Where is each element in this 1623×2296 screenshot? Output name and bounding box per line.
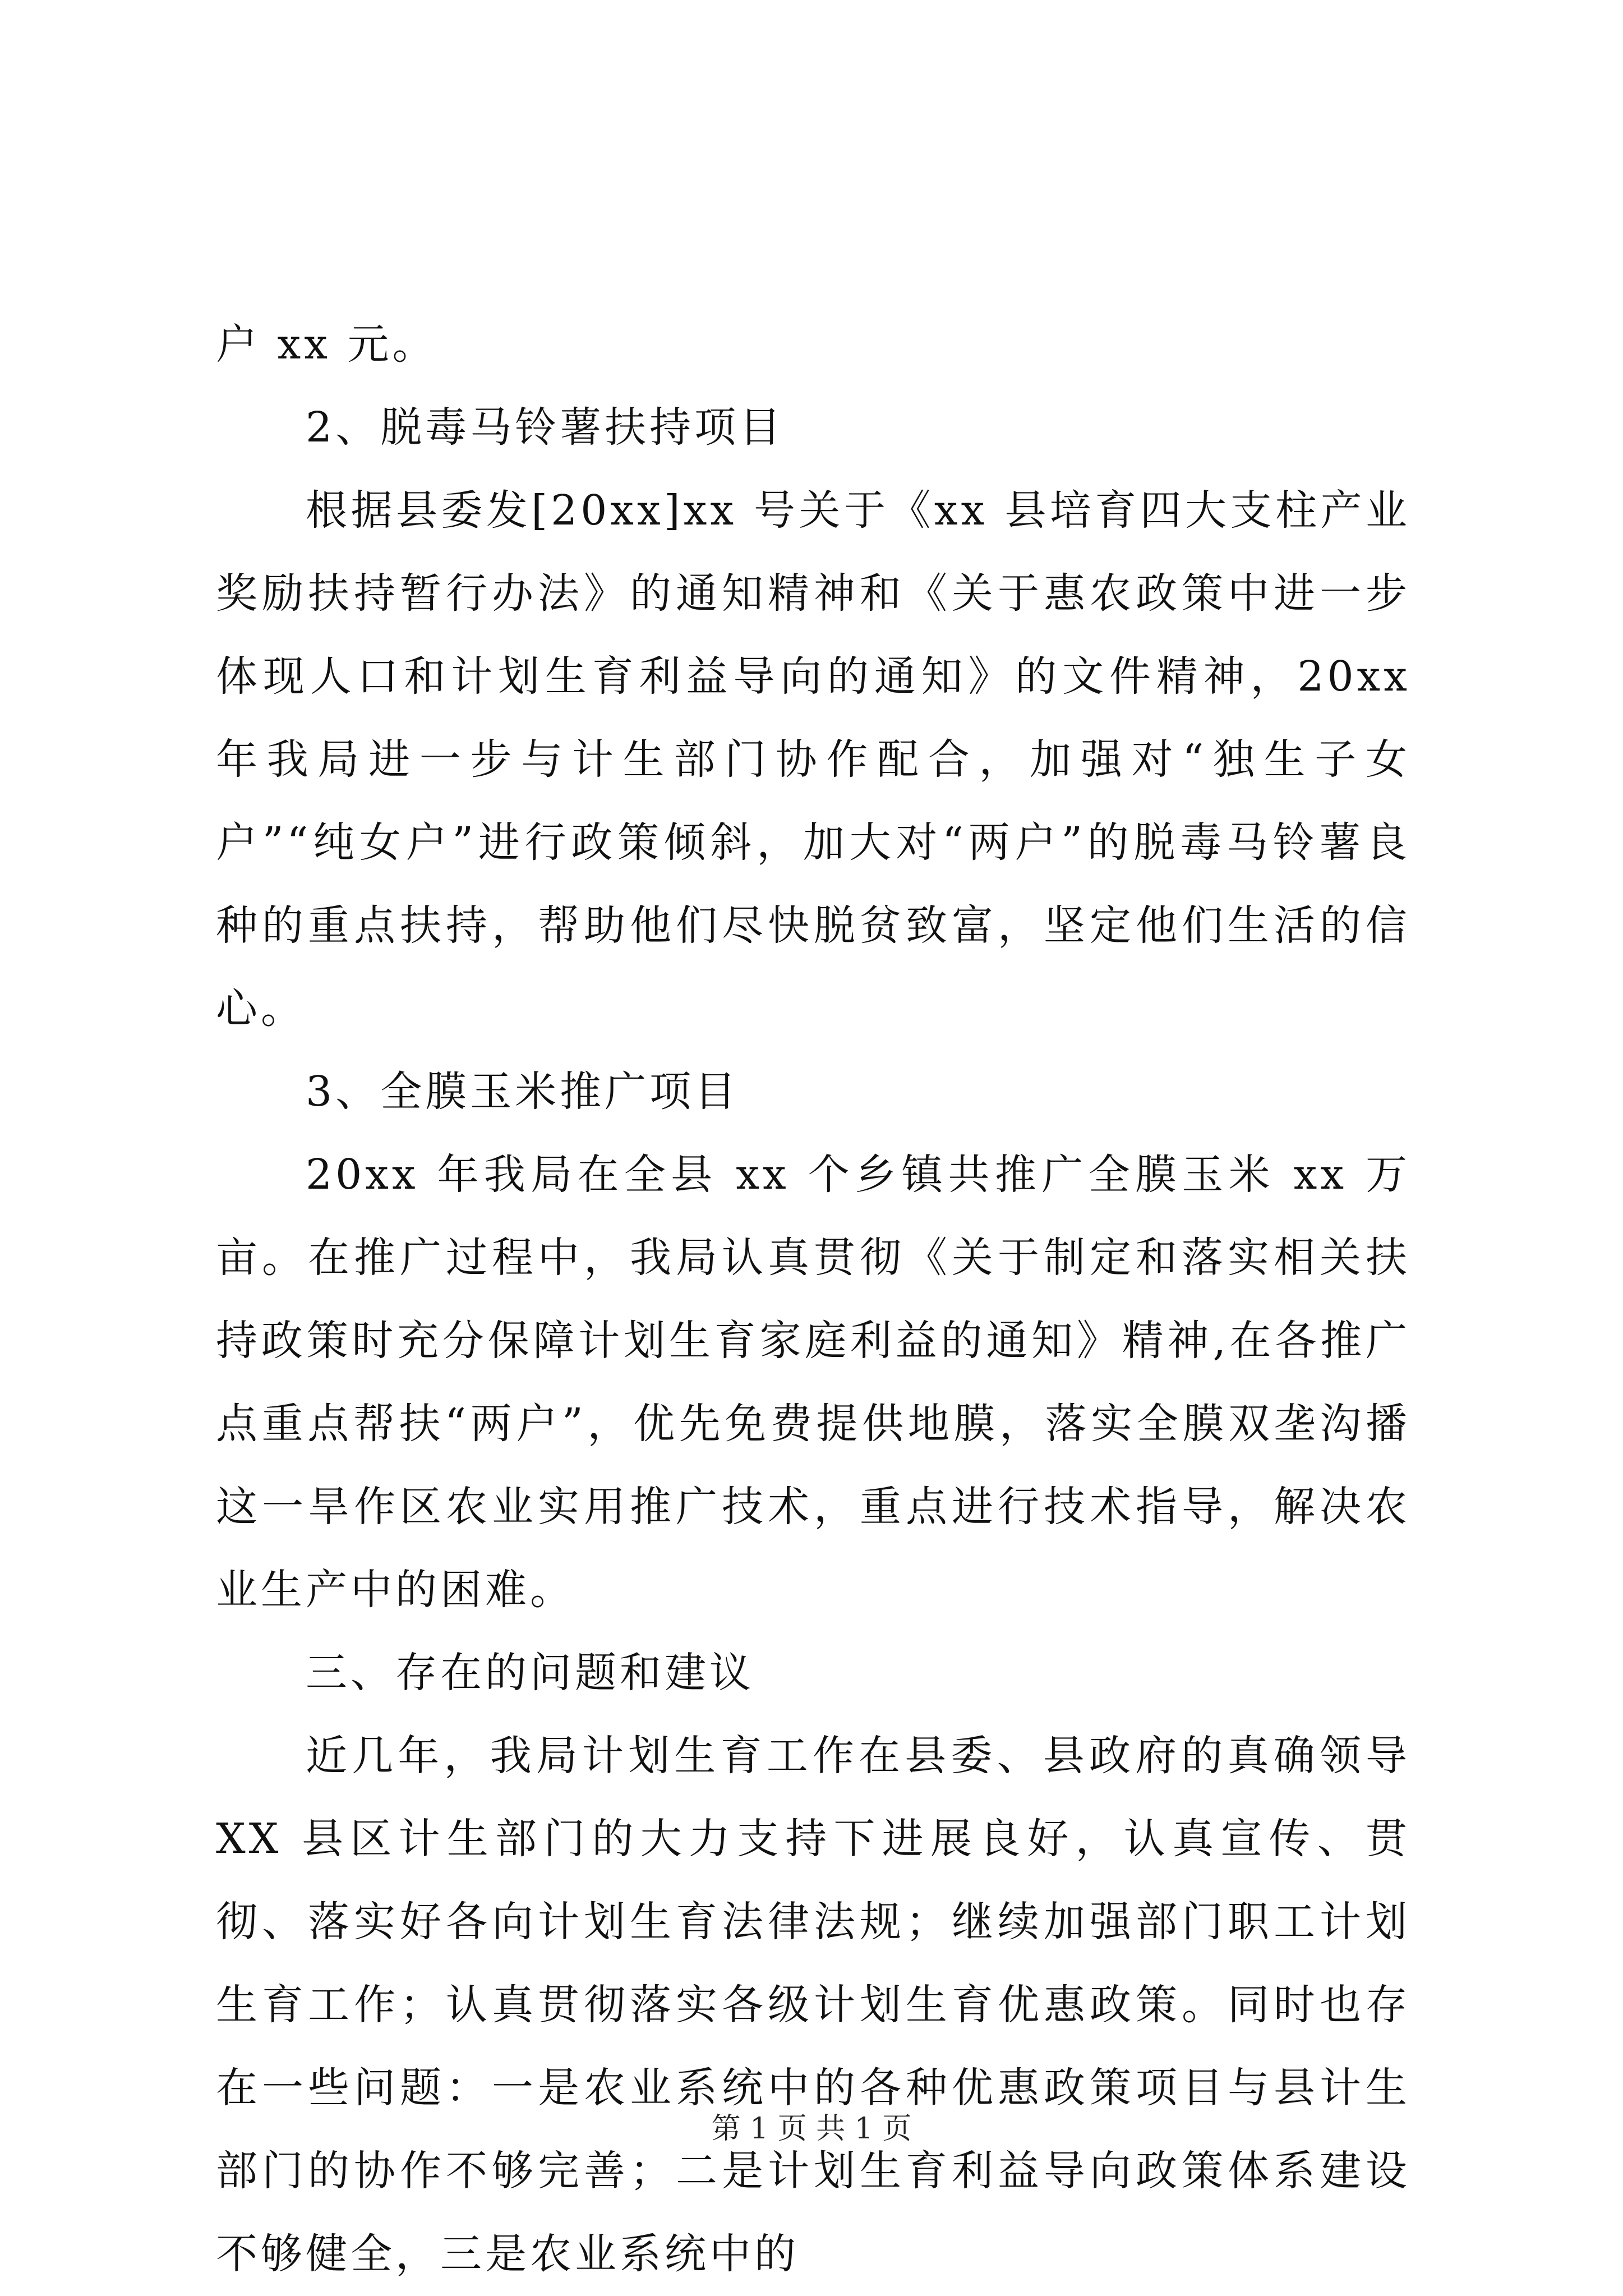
section-heading-corn-project: 3、全膜玉米推广项目 — [306, 1068, 740, 1116]
paragraph-continuation: 户 xx 元。 — [216, 320, 437, 369]
section-heading-problems: 三、存在的问题和建议 — [306, 1649, 754, 1697]
page-footer: 第 1 页 共 1 页 — [711, 2112, 912, 2146]
paragraph-potato-project: 根据县委发[20xx]xx 号关于《xx 县培育四大支柱产业奖励扶持暂行办法》的通知精神和《关于惠农政策中进一步体现人口和计划生育利益导向的通知》的文件精神，20xx 年我局进一步与计生部门协作配合，加强对“独生子女户”“纯女户”进行政策倾斜，加大对“两户”的脱毒马铃薯良种的重点扶持，帮助他们尽快脱贫致富，坚定他们生活的信心。 — [216, 486, 1410, 1033]
section-heading-potato-project: 2、脱毒马铃薯扶持项目 — [306, 403, 785, 452]
paragraph-problems: 近几年，我局计划生育工作在县委、县政府的真确领导 XX 县区计生部门的大力支持下进展良好，认真宣传、贯彻、落实好各向计划生育法律法规；继续加强部门职工计划生育工作；认真贯彻落实各级计划生育优惠政策。同时也存在一些问题：一是农业系统中的各种优惠政策项目与县计生部门的协作不够完善；二是计划生育利益导向政策体系建设不够健全，三是农业系统中的 — [216, 1732, 1410, 2278]
document-body — [216, 303, 1410, 2295]
paragraph-corn-project: 20xx 年我局在全县 xx 个乡镇共推广全膜玉米 xx 万亩。在推广过程中，我局认真贯彻《关于制定和落实相关扶持政策时充分保障计划生育家庭利益的通知》精神,在各推广点重点帮扶“两户”，优先免费提供地膜，落实全膜双垄沟播这一旱作区农业实用推广技术，重点进行技术指导，解决农业生产中的困难。 — [216, 1151, 1410, 1614]
